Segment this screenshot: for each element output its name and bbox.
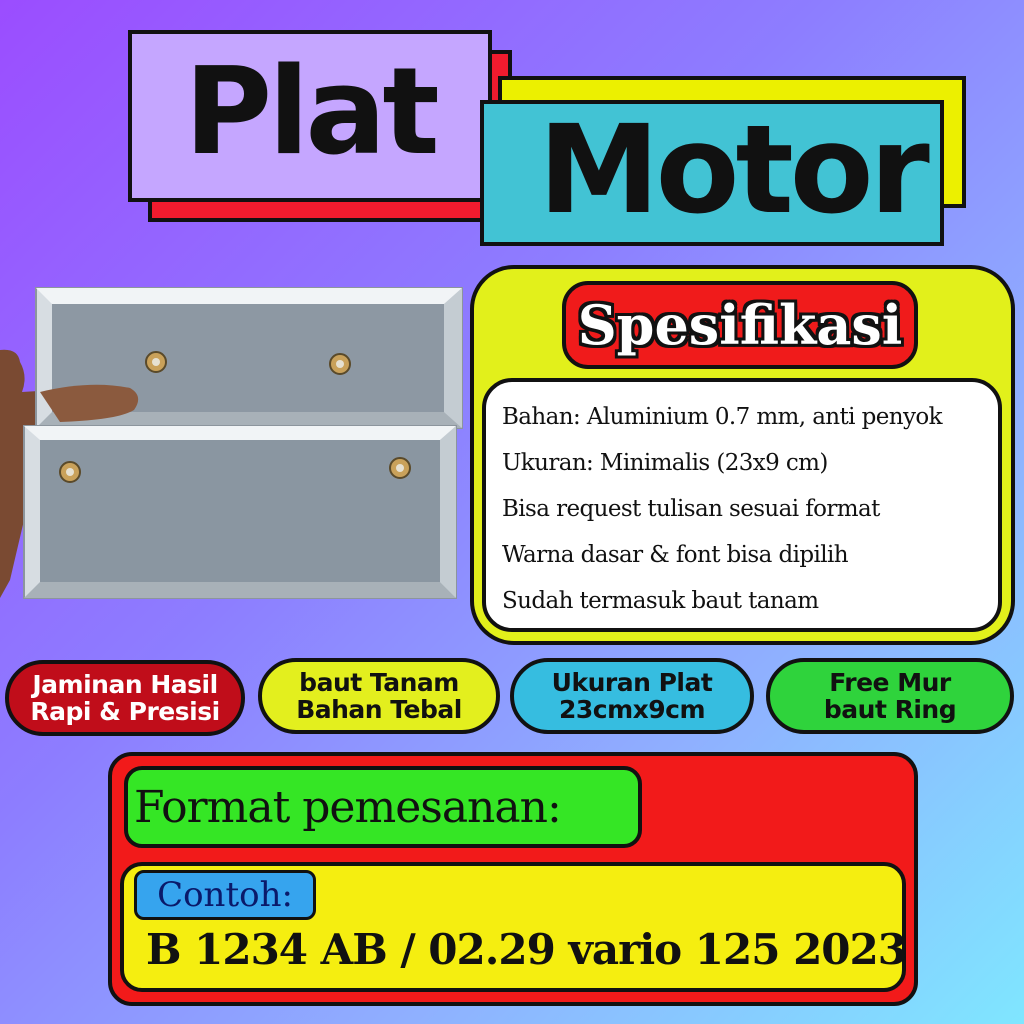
example-label: Contoh: [157,875,293,915]
spec-item: Bahan: Aluminium 0.7 mm, anti penyok [502,404,942,430]
title-plat-text: Plat [184,43,436,182]
badge-quality [5,660,245,736]
badge-line: Ukuran Plat [551,668,713,697]
spec-item: Sudah termasuk baut tanam [502,588,819,614]
badge-line: 23cmx9cm [558,695,706,724]
badge-line: baut Ring [823,695,957,724]
badge-line: Jaminan Hasil [32,670,218,699]
badge-material [258,658,500,734]
order-format-title: Format pemesanan: [134,781,561,833]
order-format-title-box [124,766,642,848]
spec-item: Warna dasar & font bisa dipilih [502,542,848,568]
product-photo [0,280,470,610]
badge-line: Free Mur [829,668,951,697]
spec-title-box [562,281,918,369]
plate-top-bevel [36,288,462,304]
plate-bottom-face [40,440,440,582]
spec-list [482,378,1002,632]
badge-line: Bahan Tebal [296,695,462,724]
title-plat-box [128,30,492,202]
badge-line: Rapi & Presisi [30,697,220,726]
badge-free [766,658,1014,734]
spec-item: Ukuran: Minimalis (23x9 cm) [502,450,828,476]
title-motor-text: Motor [538,99,926,241]
example-label-box [134,870,316,920]
badge-line: baut Tanam [299,668,459,697]
spec-item: Bisa request tulisan sesuai format [502,496,880,522]
title-motor-box [480,100,944,246]
badge-size [510,658,754,734]
example-value: B 1234 AB / 02.29 vario 125 2023 [146,925,906,974]
spec-title: Spesifikasi [577,293,903,357]
